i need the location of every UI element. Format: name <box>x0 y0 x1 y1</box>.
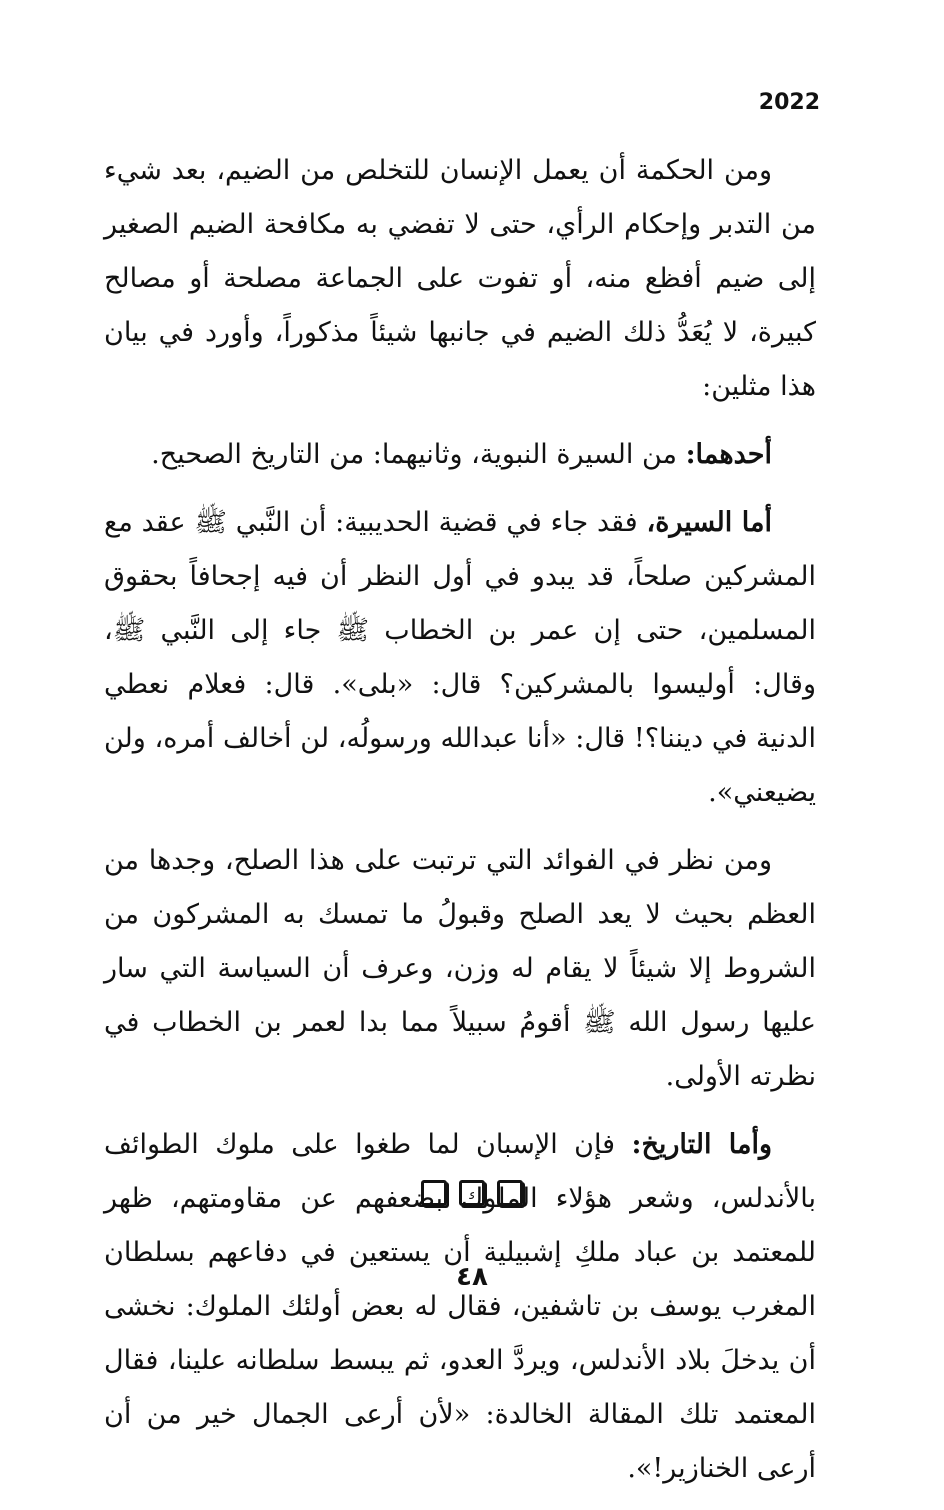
paragraph-text: فإن الإسبان لما طغوا على ملوك الطوائف بالأندلس، وشعر هؤلاء الملوك بضعفهم عن مقاومتهم، ظهر للمعتمد بن عباد ملكِ إشبيلية أن يستعين في دفاعهم بسلطان المغرب يوسف بن تاشفين، فقال له بعض أولئك الملوك: نخشى أن يدخلَ بلاد الأندلس، ويردَّ العدو، ثم يبسط سلطانه علينا، فقال المعتمد تلك المقالة الخالدة: «لأن أرعى الجمال خير من أن أرعى الخنازير!». <box>104 1129 816 1484</box>
page-number: ٤٨ <box>456 1262 488 1292</box>
paragraph-sira <box>104 496 816 820</box>
paragraph-lead: أما السيرة، <box>646 507 772 538</box>
paragraph-examples <box>104 428 816 482</box>
paragraph-text: من السيرة النبوية، وثانيهما: من التاريخ الصحيح. <box>151 439 686 470</box>
square-ornament-icon <box>497 1180 523 1206</box>
header-year: 2022 <box>758 90 820 115</box>
section-divider-ornament <box>0 1180 944 1213</box>
paragraph-text: ومن الحكمة أن يعمل الإنسان للتخلص من الضيم، بعد شيء من التدبر وإحكام الرأي، حتى لا تفضي به مكافحة الضيم الصغير إلى ضيم أفظع منه، أو تفوت على الجماعة مصلحة أو مصالح كبيرة، لا يُعَدُّ ذلك الضيم في جانبها شيئاً مذكوراً، وأورد في بيان هذا مثلين: <box>104 155 816 402</box>
paragraph-lead: أحدهما: <box>685 439 772 470</box>
paragraph-text: ومن نظر في الفوائد التي ترتبت على هذا الصلح، وجدها من العظم بحيث لا يعد الصلح وقبولُ ما تمسك به المشركون من الشروط إلا شيئاً لا يقام له وزن، وعرف أن السياسة التي سار عليها رسول الله ﷺ أقومُ سبيلاً مما بدا لعمر بن الخطاب في نظرته الأولى. <box>104 845 816 1092</box>
square-ornament-icon <box>459 1180 485 1206</box>
paragraph-text: فقد جاء في قضية الحديبية: أن النَّبي ﷺ عقد مع المشركين صلحاً، قد يبدو في أول النظر أن فيه إجحافاً بحقوق المسلمين، حتى إن عمر بن الخطاب ﷺ جاء إلى النَّبي ﷺ، وقال: أوليسوا بالمشركين؟ قال: «بلى». قال: فعلام نعطي الدنية في ديننا؟! قال: «أنا عبدالله ورسولُه، لن أخالف أمره، ولن يضيعني». <box>104 507 816 808</box>
paragraph-lead: وأما التاريخ: <box>631 1129 772 1160</box>
paragraph-history <box>104 1118 816 1496</box>
square-ornament-icon <box>421 1180 447 1206</box>
paragraph-intro <box>104 144 816 414</box>
paragraph-benefits <box>104 834 816 1104</box>
body-text <box>104 144 816 1510</box>
